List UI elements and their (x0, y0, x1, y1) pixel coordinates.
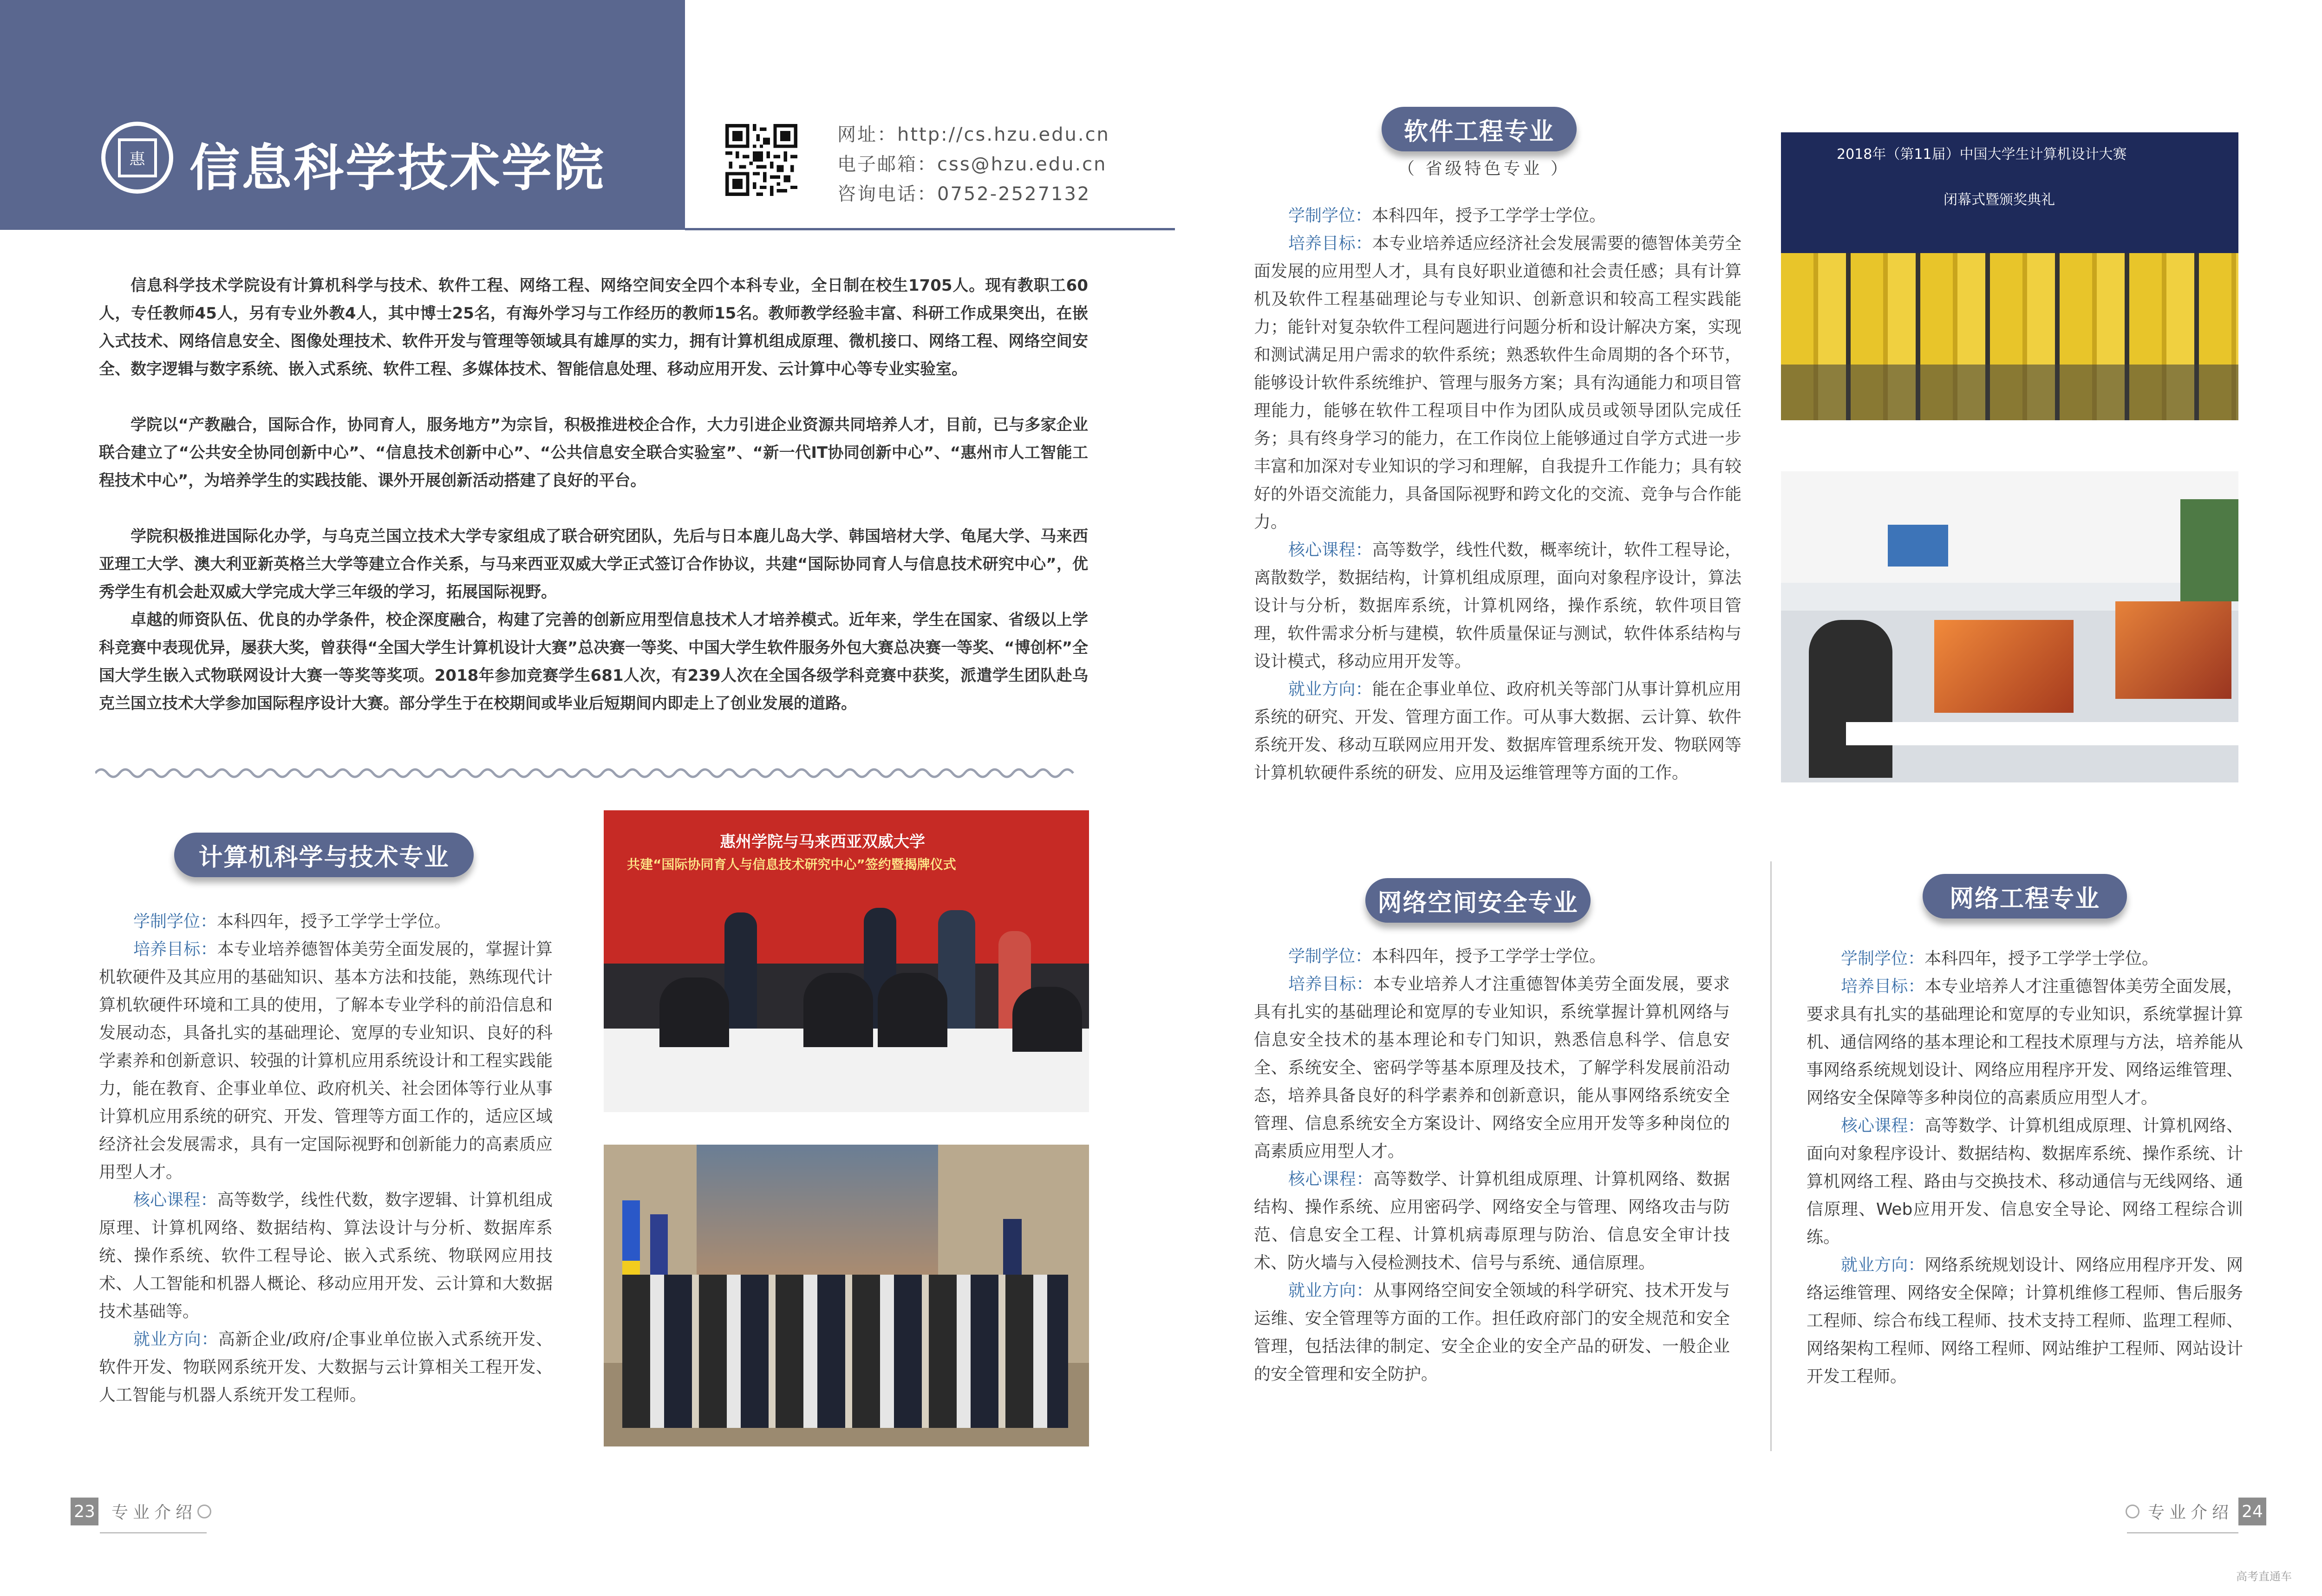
group-of-people (622, 1275, 1068, 1428)
footer-rule-left (100, 1532, 207, 1533)
footer-dot-icon (197, 1505, 211, 1518)
major-title-cyber: 网络空间安全专业 (1365, 878, 1591, 923)
qr-code-icon (725, 124, 797, 196)
watermark-text: 高考直通车 (2236, 1570, 2292, 1583)
se-career-label: 就业方向： (1288, 680, 1372, 699)
person-silhouette (1012, 987, 1082, 1052)
cs-degree-label: 学制学位： (133, 912, 217, 931)
team-front-row (1781, 365, 2238, 420)
column-divider (1770, 861, 1772, 1451)
competition-award-photo (1781, 132, 2238, 420)
se-degree-text: 本科四年，授予工学学士学位。 (1372, 206, 1606, 225)
cyber-major-body (1254, 943, 1730, 1388)
cs-goal-text: 本专业培养德智体美劳全面发展的，掌握计算机软硬件及其应用的基础知识、基本方法和技能，熟练现代计算机软硬件环境和工具的使用，了解本专业学科的前沿信息和发展动态，具备扎实的基础理论、宽厚的专业知识、良好的科学素养和创新意识、较强的计算机应用系统设计和工程实践能力，能在教育、企事业单位、政府机关、社会团体等行业从事计算机应用系统的研究、开发、管理等方面工作的，适应区域经济社会发展需求，具有一定国际视野和创新能力的高素质应用型人才。 (99, 940, 553, 1182)
se-major-body (1254, 202, 1742, 787)
cyber-career-label: 就业方向： (1288, 1281, 1373, 1300)
intro-paragraph-2: 学院以“产教融合，国际合作，协同育人，服务地方”为宗旨，积极推进校企合作，大力引进企业资源共同培养人才，目前，已与多家企业联合建立了“公共安全协同创新中心”、“信息技术创新中心”、“公共信息安全联合实验室”、“新一代IT协同创新中心”、“惠州市人工智能工程技术中心”，为培养学生的实践技能、课外开展创新活动搭建了良好的平台。 (99, 416, 1088, 490)
se-career-text: 能在企事业单位、政府机关等部门从事计算机应用系统的研究、开发、管理方面工作。可从事大数据、云计算、软件系统开发、移动互联网应用开发、数据库管理系统开发、物联网等计算机软硬件系统的研发、应用及运维管理等方面的工作。 (1254, 680, 1742, 782)
se-goal-text: 本专业培养适应经济社会发展需要的德智体美劳全面发展的应用型人才，具有良好职业道德和社会责任感；具有计算机及软件工程基础理论与专业知识、创新意识和较高工程实践能力；能针对复杂软件工程问题进行问题分析和设计解决方案，实现和测试满足用户需求的软件系统；熟悉软件生命周期的各个环节，能够设计软件系统维护、管理与服务方案；具有沟通能力和项目管理能力，能够在软件工程项目中作为团队成员或领导团队完成任务；具有终身学习的能力，在工作岗位上能够通过自学方式进一步丰富和加深对专业知识的学习和理解，自我提升工作能力；具有较好的外语交流能力，具备国际视野和跨文化的交流、竞争与合作能力。 (1254, 234, 1742, 532)
cs-courses-text: 高等数学，线性代数，数字逻辑、计算机组成原理、计算机网络、数据结构、算法设计与分析、数据库系统、操作系统、软件工程导论、嵌入式系统、物联网应用技术、人工智能和机器人概论、移动应用开发、云计算和大数据技术基础等。 (99, 1191, 553, 1321)
university-logo (101, 122, 173, 194)
intro-paragraph-3: 学院积极推进国际化办学，与乌克兰国立技术大学专家组成了联合研究团队，先后与日本鹿儿岛大学、韩国培材大学、龟尾大学、马来西亚理工大学、澳大利亚新英格兰大学等建立合作关系，与马来西亚双威大学正式签订合作协议，共建“国际协同育人与信息技术研究中心”，优秀学生有机会赴双威大学完成大学三年级的学习，拓展国际视野。 (99, 527, 1088, 601)
cyber-career-text: 从事网络空间安全领域的科学研究、技术开发与运维、安全管理等方面的工作。担任政府部门的安全规范和安全管理，包括法律的制定、安全企业的安全产品的研发、一般企业的安全管理和安全防护。 (1254, 1281, 1730, 1384)
competition-banner-line-1: 2018年（第11届）中国大学生计算机设计大赛 (1837, 146, 2127, 163)
monitor (2115, 601, 2231, 699)
major-title-se: 软件工程专业 (1382, 107, 1577, 151)
footer-rule-right (2127, 1532, 2238, 1533)
monitor (1934, 620, 2074, 713)
net-career-text: 网络系统规划设计、网络应用程序开发、网络运维管理、网络安全保障；计算机维修工程师、售后服务工程师、综合布线工程师、技术支持工程师、监理工程师、网络架构工程师、网络工程师、网站维护工程师、网站设计开发工程师。 (1807, 1256, 2243, 1386)
major-title-net: 网络工程专业 (1923, 874, 2127, 919)
page-number-right: 24 (2238, 1498, 2266, 1525)
signing-banner-line-2: 共建“国际协同育人与信息技术研究中心”签约暨揭牌仪式 (627, 857, 956, 872)
projector-screen (1888, 525, 1948, 567)
major-title-cs: 计算机科学与技术专业 (174, 833, 474, 877)
footer-dot-icon (2126, 1505, 2139, 1518)
cs-courses-label: 核心课程： (133, 1191, 217, 1210)
wave-divider (95, 764, 1094, 782)
computer-lab-photo (1781, 471, 2238, 782)
logo-emblem-icon: 惠 (118, 138, 157, 177)
person-silhouette (878, 973, 947, 1047)
se-goal-label: 培养目标： (1288, 234, 1372, 253)
intro-paragraph-1: 信息科学技术学院设有计算机科学与技术、软件工程、网络工程、网络空间安全四个本科专业，全日制在校生1705人。现有教职工60人，专任教师45人，另有专业外教4人，其中博士25名，有海外学习与工作经历的教师15名。教师教学经验丰富、科研工作成果突出，在嵌入式技术、网络信息安全、图像处理技术、软件开发与管理等领域具有雄厚的实力，拥有计算机组成原理、微机接口、网络工程、网络空间安全、数字逻辑与数字系统、嵌入式系统、软件工程、多媒体技术、智能信息处理、移动应用开发、云计算中心等专业实验室。 (99, 276, 1088, 378)
email-text: 电子邮箱：css@hzu.edu.cn (837, 154, 1107, 175)
competition-banner-line-2: 闭幕式暨颁奖典礼 (1944, 192, 2055, 208)
desk (1846, 722, 2238, 745)
net-courses-label: 核心课程： (1841, 1116, 1925, 1135)
cs-goal-label: 培养目标： (133, 940, 217, 959)
cs-career-text: 高新企业/政府/企事业单位嵌入式系统开发、软件开发、物联网系统开发、大数据与云计算相关工程开发、人工智能与机器人系统开发工程师。 (99, 1330, 553, 1405)
cyber-degree-text: 本科四年，授予工学学士学位。 (1372, 947, 1606, 966)
footer-section-left: 专业介绍 (111, 1503, 197, 1522)
footer-section-right: 专业介绍 (2148, 1503, 2234, 1522)
net-goal-text: 本专业培养人才注重德智体美劳全面发展，要求具有扎实的基础理论和宽厚的专业知识，系统掌握计算机、通信网络的基本理论和工程技术原理与方法，培养能从事网络系统规划设计、网络应用程序开发、网络运维管理、网络安全保障等多种岗位的高素质应用型人才。 (1807, 977, 2243, 1107)
lab-ceiling (1781, 471, 2238, 583)
header-rule (685, 228, 1175, 230)
person-silhouette (724, 912, 757, 1029)
net-career-label: 就业方向： (1841, 1256, 1925, 1275)
cs-major-body (99, 908, 553, 1409)
signing-banner-line-1: 惠州学院与马来西亚双威大学 (720, 833, 925, 851)
net-degree-text: 本科四年，授予工学学士学位。 (1924, 949, 2159, 968)
cyber-courses-label: 核心课程： (1288, 1170, 1373, 1189)
cs-career-label: 就业方向： (133, 1330, 218, 1349)
se-courses-text: 高等数学，线性代数，概率统计，软件工程导论，离散数学，数据结构，计算机组成原理，面向对象程序设计，算法设计与分析，数据库系统，计算机网络，操作系统，软件项目管理，软件需求分析与建模，软件质量保证与测试，软件体系结构与设计模式，移动应用开发等。 (1254, 541, 1742, 671)
phone-text: 咨询电话：0752-2527132 (837, 183, 1091, 205)
student-silhouette (1809, 620, 1892, 778)
se-courses-label: 核心课程： (1288, 541, 1372, 560)
cyber-goal-text: 本专业培养人才注重德智体美劳全面发展，要求具有扎实的基础理论和宽厚的专业知识，系统掌握计算机网络与信息安全技术的基本理论和专门知识，熟悉信息科学、信息安全、系统安全、密码学等基本原理及技术，了解学科发展前沿动态，培养具备良好的科学素养和创新意识，能从事网络系统安全管理、信息系统安全方案设计、网络安全应用开发等多种岗位的高素质应用型人才。 (1254, 975, 1730, 1161)
cs-degree-text: 本科四年，授予工学学士学位。 (217, 912, 451, 931)
website-text: 网址：http://cs.hzu.edu.cn (837, 124, 1110, 145)
college-title: 信息科学技术学院 (189, 139, 606, 197)
se-degree-label: 学制学位： (1288, 206, 1372, 225)
intro-paragraph-4: 卓越的师资队伍、优良的办学条件，校企深度融合，构建了完善的创新应用型信息技术人才培养模式。近年来，学生在国家、省级以上学科竞赛中表现优异，屡获大奖，曾获得“全国大学生计算机设计大赛”总决赛一等奖、中国大学生软件服务外包大赛总决赛一等奖、“博创杯”全国大学生嵌入式物联网设计大赛一等奖等奖项。2018年参加竞赛学生681人次，有239人次在全国各级学科竞赛中获奖，派遣学生团队赴乌克兰国立技术大学参加国际程序设计大赛。部分学生于在校期间或毕业后短期间内即走上了创业发展的道路。 (99, 611, 1088, 713)
window-trees (2180, 499, 2238, 601)
cyber-degree-label: 学制学位： (1288, 947, 1372, 966)
delegation-group-photo (604, 1145, 1089, 1446)
cyber-goal-label: 培养目标： (1288, 975, 1373, 994)
se-subtitle: （ 省级特色专业 ） (1398, 159, 1570, 178)
page-number-left: 23 (71, 1498, 98, 1525)
net-goal-label: 培养目标： (1841, 977, 1925, 996)
signing-ceremony-photo (604, 810, 1089, 1112)
net-degree-label: 学制学位： (1841, 949, 1925, 968)
person-silhouette (659, 977, 729, 1047)
person-silhouette (803, 973, 873, 1047)
net-major-body (1807, 945, 2243, 1391)
cyber-courses-text: 高等数学、计算机组成原理、计算机网络、数据结构、操作系统、应用密码学、网络安全与管理、网络攻击与防范、信息安全工程、计算机病毒原理与防治、信息安全审计技术、防火墙与入侵检测技术、信号与系统、通信原理。 (1254, 1170, 1730, 1272)
net-courses-text: 高等数学、计算机组成原理、计算机网络、面向对象程序设计、数据结构、数据库系统、操作系统、计算机网络工程、路由与交换技术、移动通信与无线网络、通信原理、Web应用开发、信息安全导论、网络工程综合训练。 (1807, 1116, 2243, 1247)
